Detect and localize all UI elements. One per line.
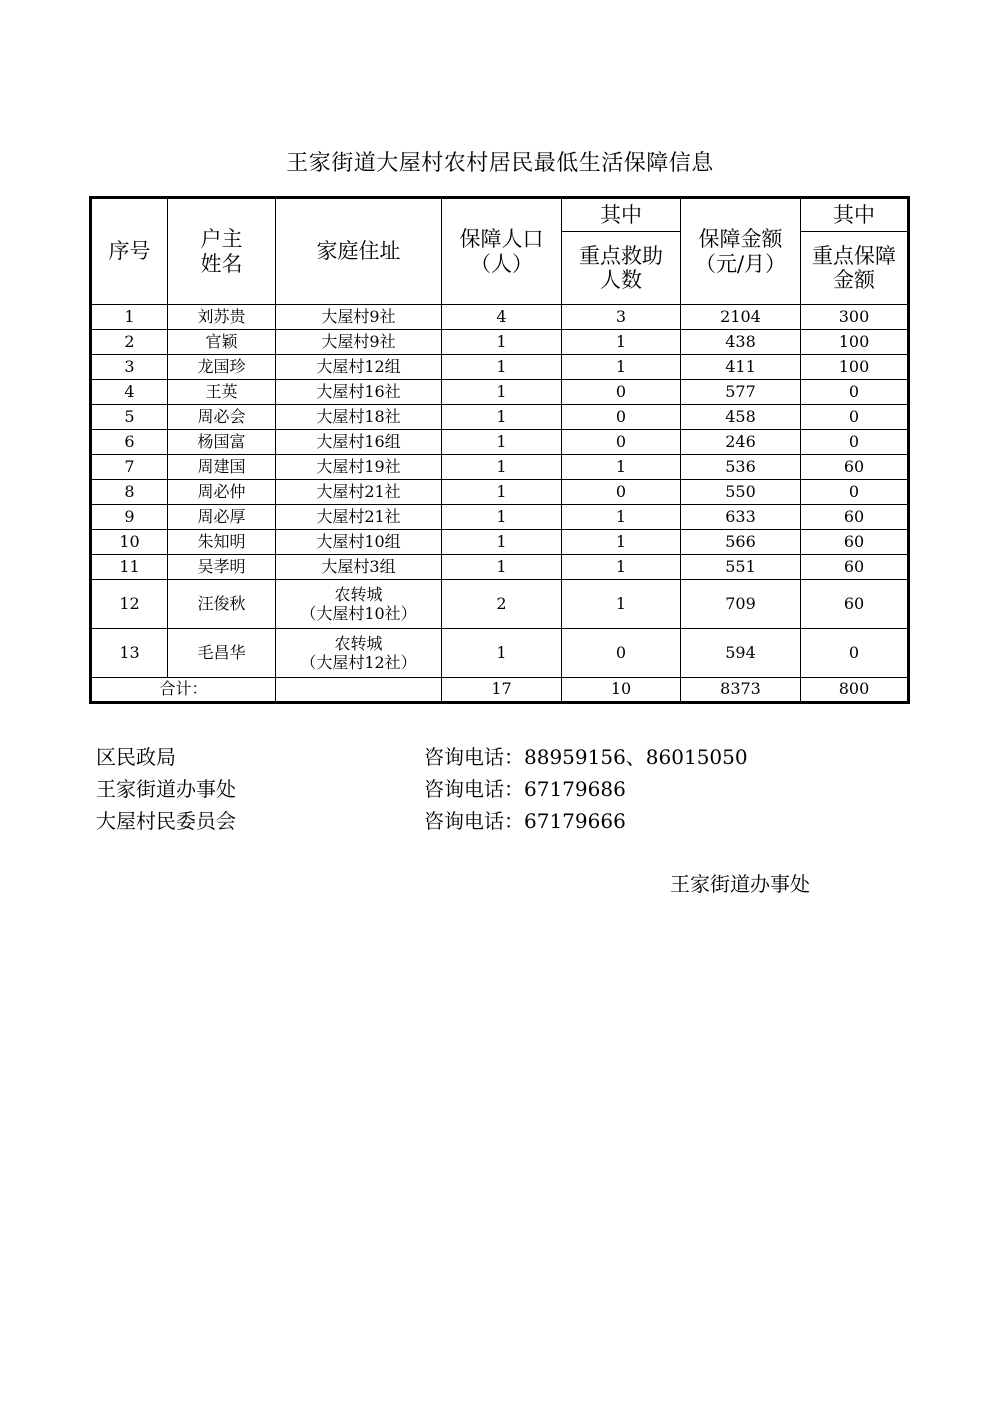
- row-population: 1: [442, 505, 562, 530]
- row-address: 大屋村12组: [276, 355, 442, 380]
- row-name: 周建国: [168, 455, 276, 480]
- row-seq: 13: [91, 629, 168, 678]
- row-population: 2: [442, 580, 562, 629]
- row-key-people: 1: [562, 505, 681, 530]
- row-key-amount: 0: [801, 430, 909, 455]
- row-key-amount: 0: [801, 629, 909, 678]
- row-amount: 551: [681, 555, 801, 580]
- row-key-people: 1: [562, 455, 681, 480]
- row-key-amount: 60: [801, 580, 909, 629]
- row-key-people: 0: [562, 629, 681, 678]
- row-key-people: 0: [562, 480, 681, 505]
- row-key-amount: 0: [801, 380, 909, 405]
- row-key-people: 1: [562, 355, 681, 380]
- total-population: 17: [442, 678, 562, 703]
- row-name: 周必会: [168, 405, 276, 430]
- table-row: [91, 430, 909, 455]
- row-address: [276, 580, 442, 629]
- row-name: 官颖: [168, 330, 276, 355]
- row-name: 刘苏贵: [168, 305, 276, 330]
- row-key-people: 1: [562, 530, 681, 555]
- row-key-amount: 60: [801, 505, 909, 530]
- header-householder: [168, 198, 276, 305]
- row-amount: 2104: [681, 305, 801, 330]
- row-key-amount: 60: [801, 530, 909, 555]
- row-address-line2: （大屋村10社）: [300, 604, 417, 623]
- table-row: [91, 455, 909, 480]
- header-key-amount-line1: 重点保障: [812, 243, 896, 268]
- total-address-empty: [276, 678, 442, 703]
- row-key-amount: 0: [801, 480, 909, 505]
- table-row: [91, 355, 909, 380]
- row-seq: 7: [91, 455, 168, 480]
- row-amount: 536: [681, 455, 801, 480]
- header-householder-line1: 户主: [200, 227, 243, 252]
- row-amount: 566: [681, 530, 801, 555]
- row-amount: 550: [681, 480, 801, 505]
- row-key-people: 3: [562, 305, 681, 330]
- total-row: [91, 678, 909, 703]
- row-amount: 577: [681, 380, 801, 405]
- total-key-people: 10: [562, 678, 681, 703]
- row-address: 大屋村16社: [276, 380, 442, 405]
- row-address: 大屋村3组: [276, 555, 442, 580]
- header-amount-line2: （元/月）: [694, 251, 787, 276]
- row-population: 1: [442, 355, 562, 380]
- row-population: 1: [442, 480, 562, 505]
- row-amount: 594: [681, 629, 801, 678]
- contact-org-3: 大屋村民委员会: [96, 809, 236, 833]
- header-key-people-line1: 重点救助: [579, 243, 663, 268]
- contact-org-1: 区民政局: [96, 745, 176, 769]
- table-row: [91, 380, 909, 405]
- row-population: 1: [442, 629, 562, 678]
- row-name: 龙国珍: [168, 355, 276, 380]
- row-amount: 438: [681, 330, 801, 355]
- row-address: [276, 629, 442, 678]
- header-amount-line1: 保障金额: [698, 227, 783, 252]
- row-amount: 633: [681, 505, 801, 530]
- row-key-amount: 100: [801, 330, 909, 355]
- header-seq: 序号: [91, 198, 168, 305]
- row-address: 大屋村16组: [276, 430, 442, 455]
- header-key-amount: [801, 232, 909, 305]
- total-amount: 8373: [681, 678, 801, 703]
- row-seq: 5: [91, 405, 168, 430]
- header-key-amount-line2: 金额: [833, 268, 875, 292]
- row-seq: 1: [91, 305, 168, 330]
- row-seq: 9: [91, 505, 168, 530]
- total-label: 合计：: [91, 678, 276, 703]
- table-row: [91, 305, 909, 330]
- row-population: 1: [442, 330, 562, 355]
- table-row: [91, 555, 909, 580]
- row-name: 朱知明: [168, 530, 276, 555]
- row-name: 杨国富: [168, 430, 276, 455]
- row-amount: 246: [681, 430, 801, 455]
- row-population: 1: [442, 530, 562, 555]
- table-row: [91, 580, 909, 629]
- row-population: 1: [442, 555, 562, 580]
- contact-phone-1: 咨询电话：88959156、86015050: [424, 745, 748, 769]
- subsidy-table: [89, 196, 910, 704]
- header-of-which-a: 其中: [562, 198, 681, 232]
- row-key-amount: 300: [801, 305, 909, 330]
- row-key-people: 1: [562, 330, 681, 355]
- table-row: [91, 330, 909, 355]
- header-population-line2: （人）: [470, 251, 533, 276]
- row-seq: 3: [91, 355, 168, 380]
- row-key-people: 0: [562, 405, 681, 430]
- row-population: 1: [442, 430, 562, 455]
- header-householder-line2: 姓名: [200, 251, 243, 276]
- row-seq: 11: [91, 555, 168, 580]
- row-key-people: 1: [562, 555, 681, 580]
- row-seq: 8: [91, 480, 168, 505]
- row-population: 4: [442, 305, 562, 330]
- table-row: [91, 505, 909, 530]
- row-address: 大屋村19社: [276, 455, 442, 480]
- row-address: 大屋村21社: [276, 505, 442, 530]
- contact-phone-2: 咨询电话：67179686: [424, 777, 626, 801]
- row-address-line1: 农转城: [334, 633, 383, 653]
- row-address: 大屋村18社: [276, 405, 442, 430]
- row-population: 1: [442, 405, 562, 430]
- row-name: 毛昌华: [168, 629, 276, 678]
- page-title: 王家街道大屋村农村居民最低生活保障信息: [286, 151, 714, 176]
- header-key-people-line2: 人数: [600, 268, 642, 292]
- row-name: 周必厚: [168, 505, 276, 530]
- row-name: 吴孝明: [168, 555, 276, 580]
- row-key-people: 0: [562, 380, 681, 405]
- row-seq: 4: [91, 380, 168, 405]
- total-key-amount: 800: [801, 678, 909, 703]
- header-address: 家庭住址: [276, 198, 442, 305]
- row-amount: 709: [681, 580, 801, 629]
- header-amount: [681, 198, 801, 305]
- row-address: 大屋村21社: [276, 480, 442, 505]
- row-key-amount: 100: [801, 355, 909, 380]
- row-address-line2: （大屋村12社）: [300, 653, 417, 672]
- contact-org-2: 王家街道办事处: [96, 777, 236, 801]
- row-address: 大屋村9社: [276, 305, 442, 330]
- row-seq: 2: [91, 330, 168, 355]
- row-name: 王英: [168, 380, 276, 405]
- contact-phone-3: 咨询电话：67179666: [424, 809, 626, 833]
- row-address: 大屋村9社: [276, 330, 442, 355]
- row-seq: 6: [91, 430, 168, 455]
- row-key-people: 1: [562, 580, 681, 629]
- table-row: [91, 530, 909, 555]
- table-row: [91, 405, 909, 430]
- row-amount: 458: [681, 405, 801, 430]
- table-row: [91, 480, 909, 505]
- header-key-people: [562, 232, 681, 305]
- row-address-line1: 农转城: [334, 584, 383, 604]
- table-body: [91, 305, 909, 703]
- row-name: 汪俊秋: [168, 580, 276, 629]
- header-population: [442, 198, 562, 305]
- table-row: [91, 629, 909, 678]
- signature: 王家街道办事处: [670, 872, 810, 896]
- row-seq: 10: [91, 530, 168, 555]
- row-seq: 12: [91, 580, 168, 629]
- row-name: 周必仲: [168, 480, 276, 505]
- row-key-amount: 0: [801, 405, 909, 430]
- header-population-line1: 保障人口: [459, 227, 544, 252]
- row-population: 1: [442, 380, 562, 405]
- header-of-which-b: 其中: [801, 198, 909, 232]
- row-key-people: 0: [562, 430, 681, 455]
- row-key-amount: 60: [801, 555, 909, 580]
- row-amount: 411: [681, 355, 801, 380]
- row-population: 1: [442, 455, 562, 480]
- row-address: 大屋村10组: [276, 530, 442, 555]
- row-key-amount: 60: [801, 455, 909, 480]
